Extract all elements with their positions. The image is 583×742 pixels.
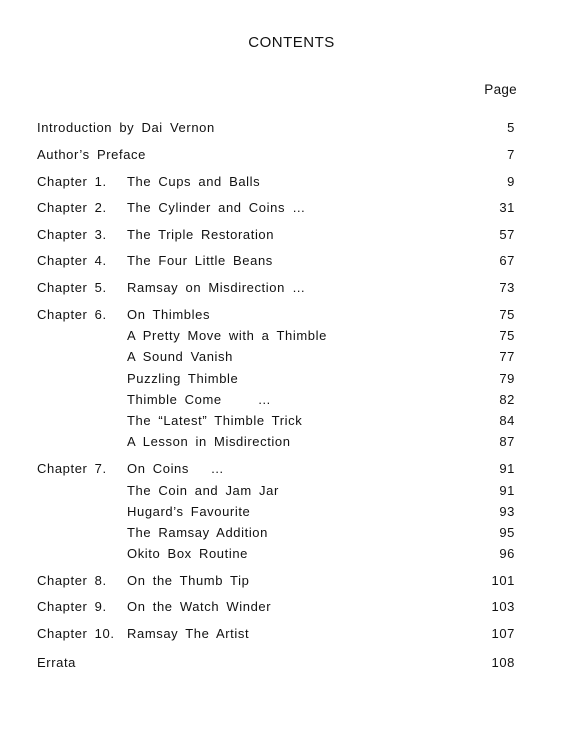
subentry-page: 84: [499, 413, 515, 428]
chapter-number: Chapter 3.: [37, 227, 107, 242]
toc-subentry: [0, 434, 583, 452]
toc-entry-chapter-8: [0, 573, 583, 591]
toc-subentry: [0, 328, 583, 346]
subentry-title: Hugard’s Favourite: [127, 504, 251, 519]
entry-page: 9: [507, 174, 515, 189]
subentry-title: A Sound Vanish: [127, 349, 233, 364]
toc-entry-introduction: [0, 120, 583, 138]
entry-title: On the Watch Winder: [127, 599, 272, 614]
toc-subentry: [0, 525, 583, 543]
toc-entry-chapter-3: [0, 227, 583, 245]
subentry-title: The Coin and Jam Jar: [127, 483, 279, 498]
subentry-page: 75: [499, 328, 515, 343]
chapter-number: Chapter 5.: [37, 280, 107, 295]
toc-subentry: [0, 413, 583, 431]
subentry-page: 93: [499, 504, 515, 519]
subentry-title: The “Latest” Thimble Trick: [127, 413, 303, 428]
entry-page: 31: [499, 200, 515, 215]
chapter-number: Chapter 9.: [37, 599, 107, 614]
entry-title: Ramsay on Misdirection …: [127, 280, 306, 295]
toc-entry-chapter-1: [0, 174, 583, 192]
entry-title: The Cups and Balls: [127, 174, 261, 189]
subentry-title: Thimble Come …: [127, 392, 272, 407]
subentry-title: A Lesson in Misdirection: [127, 434, 291, 449]
toc-entry-errata: [0, 655, 583, 673]
toc-entry-chapter-4: [0, 253, 583, 271]
chapter-number: Chapter 10.: [37, 626, 115, 641]
entry-title: Introduction by Dai Vernon: [37, 120, 215, 135]
entry-title: On Thimbles: [127, 307, 211, 322]
toc-entry-chapter-9: [0, 599, 583, 617]
entry-title: The Four Little Beans: [127, 253, 273, 268]
entry-page: 57: [499, 227, 515, 242]
subentry-page: 95: [499, 525, 515, 540]
chapter-number: Chapter 4.: [37, 253, 107, 268]
subentry-page: 91: [499, 483, 515, 498]
entry-page: 5: [507, 120, 515, 135]
toc-subentry: [0, 392, 583, 410]
toc-subentry: [0, 483, 583, 501]
subentry-page: 77: [499, 349, 515, 364]
entry-title: The Triple Restoration: [127, 227, 275, 242]
entry-title: Author’s Preface: [37, 147, 146, 162]
entry-page: 7: [507, 147, 515, 162]
chapter-number: Chapter 7.: [37, 461, 107, 476]
page-title: CONTENTS: [248, 34, 335, 51]
subentry-title: Puzzling Thimble: [127, 371, 239, 386]
toc-subentry: [0, 371, 583, 389]
toc-subentry: [0, 546, 583, 564]
chapter-number: Chapter 8.: [37, 573, 107, 588]
entry-page: 108: [491, 655, 515, 670]
subentry-title: A Pretty Move with a Thimble: [127, 328, 327, 343]
entry-page: 103: [491, 599, 515, 614]
chapter-number: Chapter 6.: [37, 307, 107, 322]
toc-subentry: [0, 504, 583, 522]
toc-entry-chapter-5: [0, 280, 583, 298]
entry-page: 75: [499, 307, 515, 322]
toc-entry-chapter-6: [0, 307, 583, 325]
entry-title: On the Thumb Tip: [127, 573, 250, 588]
entry-page: 73: [499, 280, 515, 295]
toc-entry-preface: [0, 147, 583, 165]
subentry-page: 79: [499, 371, 515, 386]
chapter-number: Chapter 1.: [37, 174, 107, 189]
entry-page: 67: [499, 253, 515, 268]
toc-entry-chapter-10: [0, 626, 583, 644]
entry-title: The Cylinder and Coins …: [127, 200, 306, 215]
subentry-page: 82: [499, 392, 515, 407]
subentry-title: Okito Box Routine: [127, 546, 248, 561]
entry-page: 107: [491, 626, 515, 641]
entry-page: 91: [499, 461, 515, 476]
toc-entry-chapter-2: [0, 200, 583, 218]
subentry-title: The Ramsay Addition: [127, 525, 268, 540]
entry-title: On Coins …: [127, 461, 225, 476]
subentry-page: 96: [499, 546, 515, 561]
toc-subentry: [0, 349, 583, 367]
page-column-header: Page: [484, 82, 517, 97]
subentry-page: 87: [499, 434, 515, 449]
entry-title: Ramsay The Artist: [127, 626, 250, 641]
chapter-number: Chapter 2.: [37, 200, 107, 215]
toc-entry-chapter-7: [0, 461, 583, 479]
entry-title: Errata: [37, 655, 77, 670]
entry-page: 101: [491, 573, 515, 588]
